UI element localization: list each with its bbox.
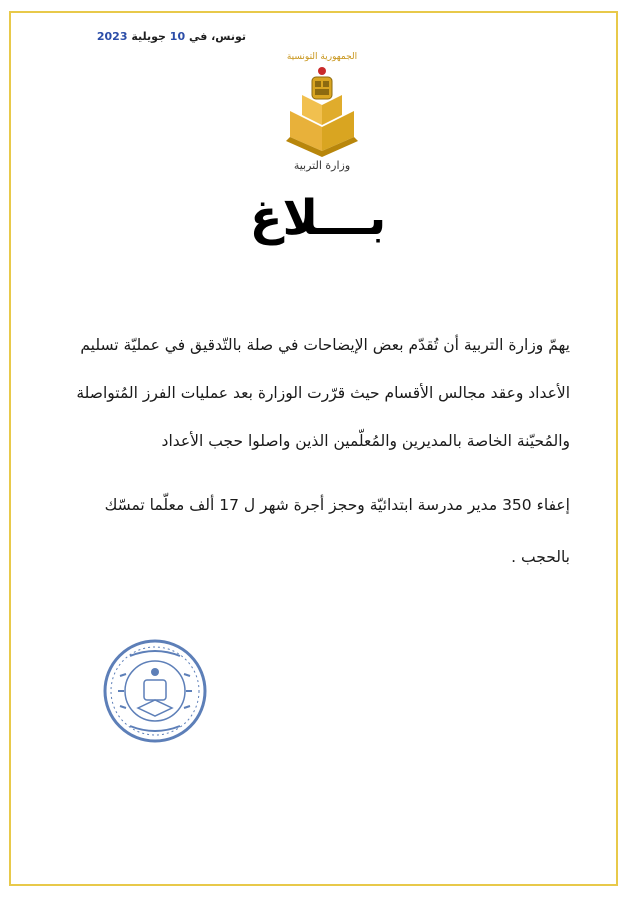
paragraph2-line-1: إعفاء 350 مدير مدرسة ابتدائيّة وحجز أجرة شهر ل 17 ألف معلّما تمسّك	[104, 496, 570, 514]
document-title: بـــلاغ	[249, 190, 387, 246]
date-line	[46, 30, 246, 43]
date-year: 2023	[96, 30, 128, 43]
official-stamp-icon	[100, 636, 210, 746]
paragraph1-line-1: يهمّ وزارة التربية أن تُقدّم بعض الإيضاحات في صلة بالتّدقيق في عمليّة تسليم	[80, 336, 570, 354]
republic-text: الجمهورية التونسية	[286, 52, 358, 62]
ministry-text: وزارة التربية	[293, 159, 351, 172]
paragraph1-line-3: والمُحيّنة الخاصة بالمديرين والمُعلّمين الذين واصلوا حجب الأعداد	[161, 432, 570, 450]
paragraph2-line-2: بالحجب .	[511, 548, 570, 566]
date-prefix: تونس، في	[188, 30, 246, 43]
open-book-icon	[286, 95, 358, 157]
date-month: جويلية	[131, 30, 166, 43]
date-day: 10	[169, 30, 186, 43]
ministry-logo	[272, 45, 372, 175]
paragraph1-line-2: الأعداد وعقد مجالس الأقسام حيث قرّرت الوزارة بعد عمليات الفرز المُتواصلة	[76, 384, 570, 402]
emblem-icon	[312, 67, 332, 99]
